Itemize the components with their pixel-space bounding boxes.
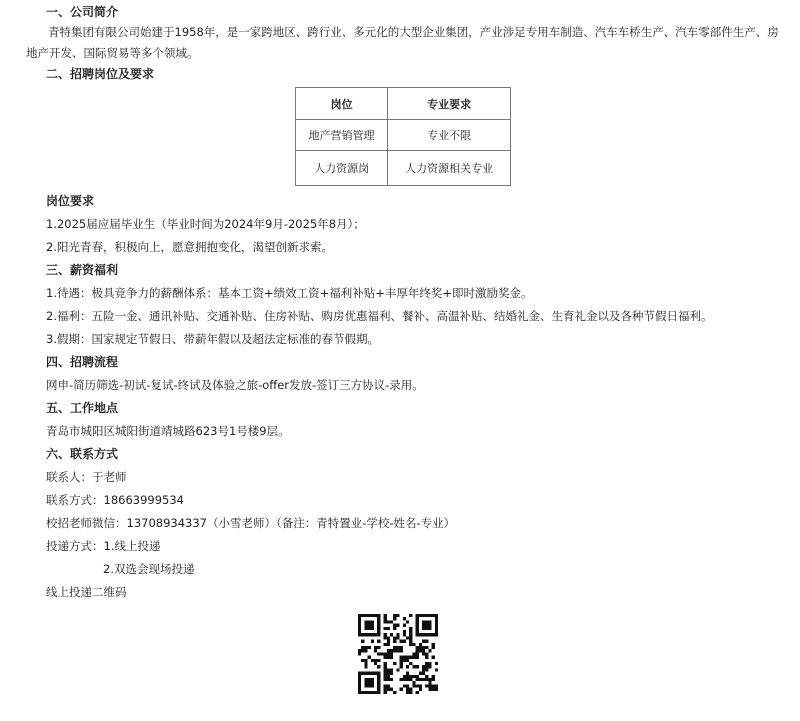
- table-row: [296, 151, 511, 186]
- requirement-item: 1.2025届应届毕业生（毕业时间为2024年9月-2025年8月）；: [46, 217, 365, 231]
- qr-code-label: 线上投递二维码: [46, 585, 127, 599]
- process-text: 网申-简历筛选-初试-复试-终试及体验之旅-offer发放-签订三方协议-录用。: [46, 378, 424, 392]
- table-header-cell: 专业要求: [388, 88, 511, 120]
- requirements-heading: 岗位要求: [46, 194, 95, 208]
- contact-wechat: 校招老师微信：13708934337（小雪老师）（备注：青特置业-学校-姓名-专业）: [46, 516, 456, 530]
- benefit-item: 2.福利：五险一金、通讯补贴、交通补贴、住房补贴、购房优惠福利、餐补、高温补贴、结婚礼金、生育礼金以及各种节假日福利。: [46, 309, 713, 323]
- section-heading-process: 四、招聘流程: [46, 355, 119, 369]
- qr-code-icon: [358, 614, 438, 694]
- delivery-method-fair: 2.双选会现场投递: [103, 562, 195, 576]
- table-cell: 专业不限: [388, 120, 511, 151]
- benefit-item: 1.待遇：极具竞争力的薪酬体系：基本工资+绩效工资+福利补贴+丰厚年终奖+即时激励奖金。: [46, 286, 533, 300]
- section-heading-positions: 二、招聘岗位及要求: [46, 67, 155, 81]
- section-heading-contact: 六、联系方式: [46, 447, 119, 461]
- table-cell: 人力资源相关专业: [388, 151, 511, 186]
- section-heading-company-intro: 一、公司简介: [46, 5, 119, 19]
- table-cell: 地产营销管理: [296, 120, 388, 151]
- location-text: 青岛市城阳区城阳街道靖城路623号1号楼9层。: [46, 424, 290, 438]
- positions-table: [295, 87, 511, 186]
- section-heading-benefits: 三、薪资福利: [46, 263, 119, 277]
- table-row: [296, 120, 511, 151]
- contact-person: 联系人：于老师: [46, 470, 127, 484]
- table-header-row: [296, 88, 511, 120]
- contact-phone: 联系方式：18663999534: [46, 493, 184, 507]
- company-intro-paragraph: 青特集团有限公司始建于1958年，是一家跨地区、跨行业、多元化的大型企业集团，产业涉足专用车制造、汽车车桥生产、汽车零部件生产、房地产开发、国际贸易等多个领域。: [26, 25, 779, 60]
- section-heading-location: 五、工作地点: [46, 401, 119, 415]
- table-cell: 人力资源岗: [296, 151, 388, 186]
- requirement-item: 2.阳光青春，积极向上，愿意拥抱变化，渴望创新求索。: [46, 240, 333, 254]
- benefit-item: 3.假期：国家规定节假日、带薪年假以及超法定标准的春节假期。: [46, 332, 379, 346]
- delivery-method-online: 投递方式：1.线上投递: [46, 539, 161, 553]
- table-header-cell: 岗位: [296, 88, 388, 120]
